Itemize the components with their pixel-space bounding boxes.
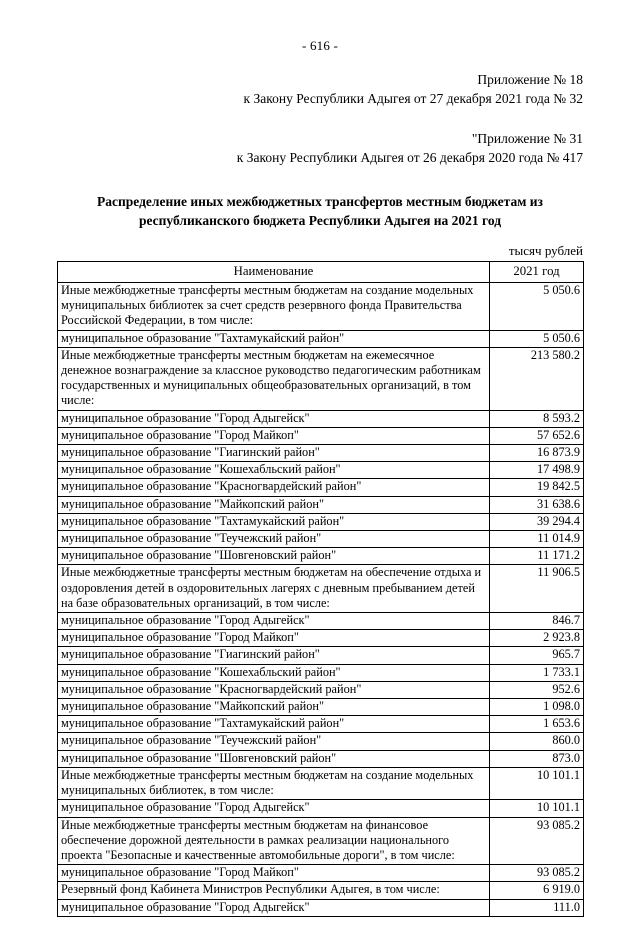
table-row	[58, 531, 584, 548]
row-value-cell: 111.0	[490, 899, 584, 916]
table-header-row	[58, 262, 584, 283]
table-row	[58, 330, 584, 347]
row-name-cell: муниципальное образование "Шовгеновский район"	[58, 548, 490, 565]
row-value-cell: 57 652.6	[490, 427, 584, 444]
appendix-law-reference-second: к Закону Республики Адыгея от 26 декабря 2020 года № 417	[236, 150, 583, 165]
appendix-reference-second	[0, 129, 640, 167]
row-value-cell: 93 085.2	[490, 817, 584, 865]
row-value-cell: 5 050.6	[490, 330, 584, 347]
row-name-cell: муниципальное образование "Кошехабльский район"	[58, 462, 490, 479]
table-row	[58, 865, 584, 882]
row-value-cell: 31 638.6	[490, 496, 584, 513]
row-value-cell: 17 498.9	[490, 462, 584, 479]
table-row	[58, 882, 584, 899]
table-row	[58, 565, 584, 613]
table-row	[58, 496, 584, 513]
row-name-cell: муниципальное образование "Шовгеновский район"	[58, 750, 490, 767]
row-value-cell: 952.6	[490, 681, 584, 698]
table-row	[58, 479, 584, 496]
table-row	[58, 410, 584, 427]
row-name-cell: муниципальное образование "Город Адыгейск"	[58, 899, 490, 916]
table-body	[58, 283, 584, 917]
document-page	[0, 38, 640, 943]
page-number: - 616 -	[301, 38, 339, 53]
row-value-cell: 213 580.2	[490, 347, 584, 410]
row-value-cell: 11 906.5	[490, 565, 584, 613]
row-name-cell: муниципальное образование "Гиагинский район"	[58, 647, 490, 664]
row-value-cell: 846.7	[490, 613, 584, 630]
row-name-cell: муниципальное образование "Тахтамукайский район"	[58, 330, 490, 347]
page-title	[0, 192, 640, 230]
table-row	[58, 767, 584, 799]
row-value-cell: 10 101.1	[490, 767, 584, 799]
row-value-cell: 1 098.0	[490, 699, 584, 716]
row-name-cell: муниципальное образование "Город Майкоп"	[58, 630, 490, 647]
table-row	[58, 716, 584, 733]
appendix-number-top: Приложение № 18	[477, 72, 583, 87]
row-name-cell: муниципальное образование "Кошехабльский район"	[58, 664, 490, 681]
appendix-reference-top	[0, 70, 640, 108]
row-name-cell: Иные межбюджетные трансферты местным бюджетам на обеспечение отдыха и оздоровления детей в оздоровительных лагерях с дневным пребыванием детей на базе образовательных организаций, в том числе:	[58, 565, 490, 613]
row-name-cell: Резервный фонд Кабинета Министров Республики Адыгея, в том числе:	[58, 882, 490, 899]
table-row	[58, 347, 584, 410]
appendix-law-reference-top: к Закону Республики Адыгея от 27 декабря 2021 года № 32	[243, 91, 583, 106]
row-name-cell: Иные межбюджетные трансферты местным бюджетам на ежемесячное денежное вознаграждение за классное руководство педагогическим работникам государственных и муниципальных общеобразовательных организаций, в том числе:	[58, 347, 490, 410]
row-name-cell: муниципальное образование "Теучежский район"	[58, 531, 490, 548]
units-label: тысяч рублей	[508, 243, 583, 258]
row-value-cell: 873.0	[490, 750, 584, 767]
table-row	[58, 681, 584, 698]
budget-distribution-table	[57, 261, 584, 917]
table-row	[58, 647, 584, 664]
table-row	[58, 445, 584, 462]
row-value-cell: 39 294.4	[490, 513, 584, 530]
table-row	[58, 548, 584, 565]
row-value-cell: 19 842.5	[490, 479, 584, 496]
table-row	[58, 427, 584, 444]
page-title-line-2: республиканского бюджета Республики Адыгея на 2021 год	[138, 213, 502, 228]
row-value-cell: 11 171.2	[490, 548, 584, 565]
row-value-cell: 1 733.1	[490, 664, 584, 681]
row-value-cell: 965.7	[490, 647, 584, 664]
row-name-cell: муниципальное образование "Город Адыгейск"	[58, 410, 490, 427]
row-name-cell: муниципальное образование "Тахтамукайский район"	[58, 513, 490, 530]
row-value-cell: 10 101.1	[490, 800, 584, 817]
row-value-cell: 860.0	[490, 733, 584, 750]
table-row	[58, 664, 584, 681]
row-value-cell: 6 919.0	[490, 882, 584, 899]
table-row	[58, 630, 584, 647]
row-name-cell: муниципальное образование "Майкопский район"	[58, 496, 490, 513]
table-row	[58, 699, 584, 716]
row-name-cell: муниципальное образование "Красногвардейский район"	[58, 681, 490, 698]
row-name-cell: муниципальное образование "Город Майкоп"	[58, 865, 490, 882]
row-value-cell: 93 085.2	[490, 865, 584, 882]
table-row	[58, 733, 584, 750]
row-value-cell: 5 050.6	[490, 283, 584, 331]
table-row	[58, 800, 584, 817]
row-value-cell: 16 873.9	[490, 445, 584, 462]
row-name-cell: муниципальное образование "Гиагинский район"	[58, 445, 490, 462]
row-value-cell: 8 593.2	[490, 410, 584, 427]
row-name-cell: муниципальное образование "Теучежский район"	[58, 733, 490, 750]
table-row	[58, 750, 584, 767]
row-name-cell: муниципальное образование "Майкопский район"	[58, 699, 490, 716]
row-name-cell: муниципальное образование "Тахтамукайский район"	[58, 716, 490, 733]
row-value-cell: 2 923.8	[490, 630, 584, 647]
row-name-cell: муниципальное образование "Город Адыгейск"	[58, 800, 490, 817]
table-row	[58, 613, 584, 630]
table-row	[58, 817, 584, 865]
row-name-cell: Иные межбюджетные трансферты местным бюджетам на финансовое обеспечение дорожной деятельности в рамках реализации национального проекта "Безопасные и качественные автомобильные дороги", в том числе:	[58, 817, 490, 865]
table-header	[58, 262, 584, 283]
row-value-cell: 11 014.9	[490, 531, 584, 548]
column-header-value: 2021 год	[490, 262, 584, 283]
row-name-cell: Иные межбюджетные трансферты местным бюджетам на создание модельных муниципальных библиотек, в том числе:	[58, 767, 490, 799]
appendix-number-second: "Приложение № 31	[471, 131, 583, 146]
column-header-name: Наименование	[58, 262, 490, 283]
page-title-line-1: Распределение иных межбюджетных трансфертов местным бюджетам из	[97, 194, 543, 209]
row-name-cell: Иные межбюджетные трансферты местным бюджетам на создание модельных муниципальных библиотек за счет средств резервного фонда Правительства Российской Федерации, в том числе:	[58, 283, 490, 331]
row-value-cell: 1 653.6	[490, 716, 584, 733]
table-row	[58, 513, 584, 530]
row-name-cell: муниципальное образование "Город Адыгейск"	[58, 613, 490, 630]
table-row	[58, 283, 584, 331]
table-row	[58, 899, 584, 916]
row-name-cell: муниципальное образование "Красногвардейский район"	[58, 479, 490, 496]
row-name-cell: муниципальное образование "Город Майкоп"	[58, 427, 490, 444]
table-row	[58, 462, 584, 479]
